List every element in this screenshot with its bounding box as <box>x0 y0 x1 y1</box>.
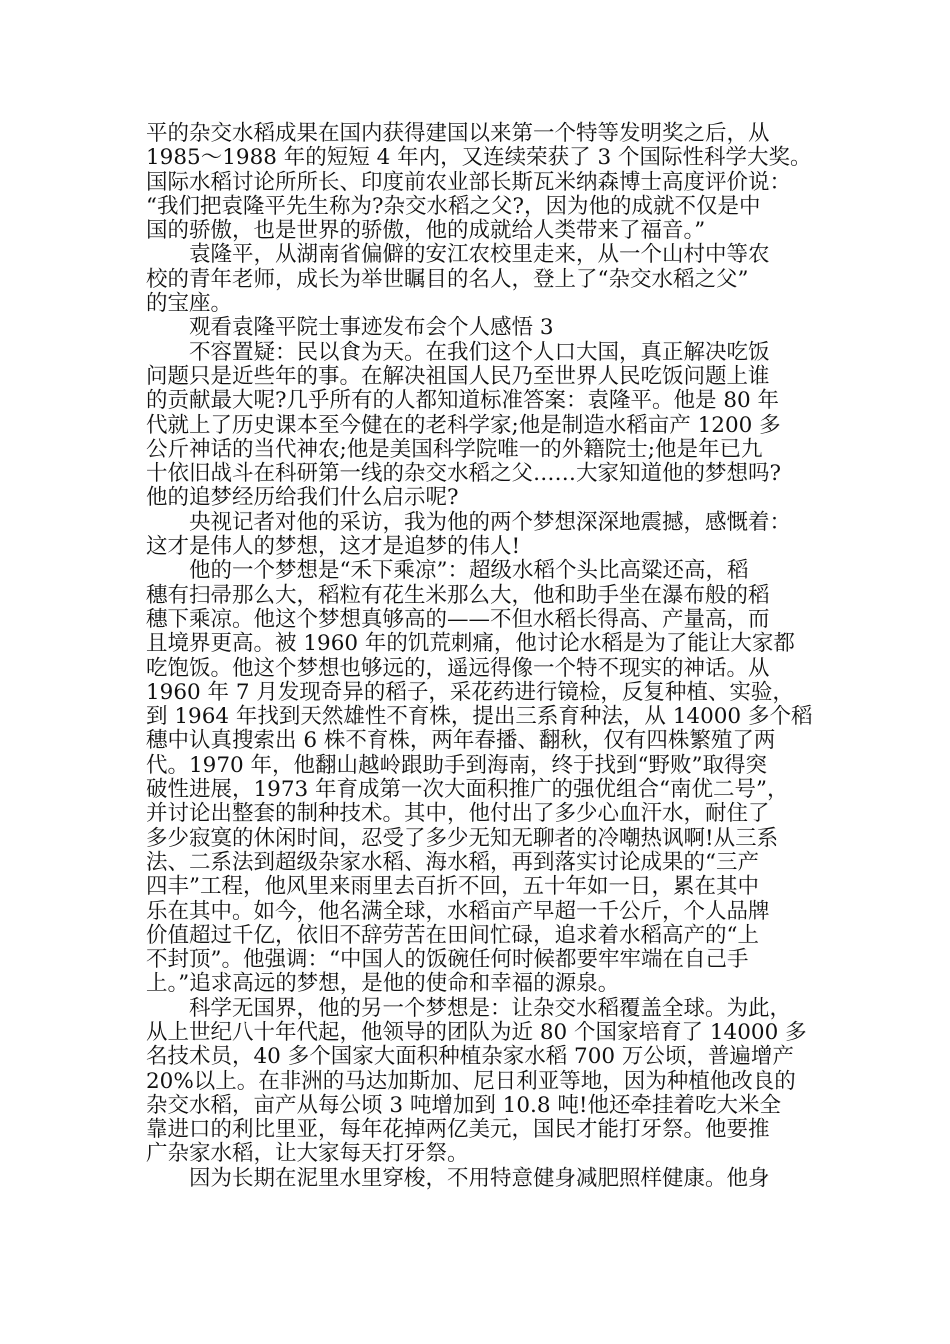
text-line: 价值超过千亿，依旧不辞劳苦在田间忙碌，追求着水稻高产的“上 <box>146 922 759 948</box>
text-line: 吃饱饭。他这个梦想也够远的，遥远得像一个特不现实的神话。从 <box>146 655 770 681</box>
text-line: 并讨论出整套的制种技术。其中，他付出了多少心血汗水，耐住了 <box>146 801 770 827</box>
text-line: 不封顶”。他强调：“中国人的饭碗任何时候都要牢牢端在自己手 <box>146 947 749 973</box>
text-line: 破性进展，1973 年育成第一次大面积推广的强优组合“南优二号”， <box>146 777 789 803</box>
text-line: 上。”追求高远的梦想，是他的使命和幸福的源泉。 <box>146 971 620 997</box>
text-line: 杂交水稻，亩产从每公顷 3 吨增加到 10.8 吨!他还牵挂着吃大米全 <box>146 1092 782 1118</box>
text-line: 广杂家水稻，让大家每天打牙祭。 <box>146 1141 469 1167</box>
text-line: 科学无国界，他的另一个梦想是：让杂交水稻覆盖全球。为此， <box>189 995 792 1021</box>
text-line: 校的青年老师，成长为举世瞩目的名人，登上了“杂交水稻之父” <box>146 266 749 292</box>
text-line: 1960 年 7 月发现奇异的稻子，采花药进行镜检，反复种植、实验， <box>146 679 794 705</box>
text-line: 四丰”工程，他风里来雨里去百折不回，五十年如一日，累在其中 <box>146 874 759 900</box>
text-line: 的贡献最大呢?几乎所有的人都知道标准答案：袁隆平。他是 80 年 <box>146 388 780 414</box>
text-line: 袁隆平，从湖南省偏僻的安江农校里走来，从一个山村中等农 <box>189 242 770 268</box>
text-line: 观看袁隆平院士事迹发布会个人感悟 3 <box>189 315 554 341</box>
text-line: 多少寂寞的休闲时间，忍受了多少无知无聊者的冷嘲热讽啊!从三系 <box>146 825 779 851</box>
text-line: 穗下乘凉。他这个梦想真够高的——不但水稻长得高、产量高，而 <box>146 606 770 632</box>
body-text <box>146 122 821 1191</box>
text-line: 问题只是近些年的事。在解决祖国人民乃至世界人民吃饭问题上谁 <box>146 363 770 389</box>
text-line: 代。1970 年，他翻山越岭跟助手到海南，终于找到“野败”取得突 <box>146 752 768 778</box>
text-line: 且境界更高。被 1960 年的饥荒刺痛，他讨论水稻是为了能让大家都 <box>146 631 795 657</box>
text-line: 因为长期在泥里水里穿梭，不用特意健身减肥照样健康。他身 <box>189 1165 770 1191</box>
text-line: 代就上了历史课本至今健在的老科学家;他是制造水稻亩产 1200 多 <box>146 412 781 438</box>
text-line: 1985～1988 年的短短 4 年内，又连续荣获了 3 个国际性科学大奖。 <box>146 145 812 171</box>
text-line: 的宝座。 <box>146 291 233 317</box>
text-line: 靠进口的利比里亚，每年花掉两亿美元，国民才能打牙祭。他要推 <box>146 1117 770 1143</box>
text-line: 穗有扫帚那么大，稻粒有花生米那么大，他和助手坐在瀑布般的稻 <box>146 582 770 608</box>
text-line: 他的一个梦想是“禾下乘凉”：超级水稻个头比高粱还高，稻 <box>189 558 749 584</box>
text-line: 十依旧战斗在科研第一线的杂交水稻之父……大家知道他的梦想吗? <box>146 461 782 487</box>
text-line: 国际水稻讨论所所长、印度前农业部长斯瓦米纳森博士高度评价说： <box>146 169 792 195</box>
text-line: 20%以上。在非洲的马达加斯加、尼日利亚等地，因为种植他改良的 <box>146 1068 796 1094</box>
text-line: 公斤神话的当代神农;他是美国科学院唯一的外籍院士;他是年已九 <box>146 436 763 462</box>
text-line: 穗中认真搜索出 6 株不育株，两年春播、翻秋，仅有四株繁殖了两 <box>146 728 776 754</box>
text-line: 他的追梦经历给我们什么启示呢? <box>146 485 459 511</box>
text-line: “我们把袁隆平先生称为?杂交水稻之父?，因为他的成就不仅是中 <box>146 193 761 219</box>
text-line: 法、二系法到超级杂家水稻、海水稻，再到落实讨论成果的“三产 <box>146 849 759 875</box>
text-line: 央视记者对他的采访，我为他的两个梦想深深地震撼，感慨着： <box>189 509 792 535</box>
text-line: 从上世纪八十年代起，他领导的团队为近 80 个国家培育了 14000 多 <box>146 1019 807 1045</box>
text-line: 国的骄傲，也是世界的骄傲，他的成就给人类带来了福音。” <box>146 218 706 244</box>
text-line: 不容置疑：民以食为天。在我们这个人口大国，真正解决吃饭 <box>189 339 770 365</box>
text-line: 名技术员，40 多个国家大面积种植杂家水稻 700 万公顷，普遍增产 <box>146 1044 794 1070</box>
text-line: 乐在其中。如今，他名满全球，水稻亩产早超一千公斤，个人品牌 <box>146 898 770 924</box>
text-line: 这才是伟人的梦想，这才是追梦的伟人! <box>146 534 521 560</box>
text-line: 到 1964 年找到天然雄性不育株，提出三系育种法，从 14000 多个稻 <box>146 704 813 730</box>
text-line: 平的杂交水稻成果在国内获得建国以来第一个特等发明奖之后，从 <box>146 121 770 146</box>
